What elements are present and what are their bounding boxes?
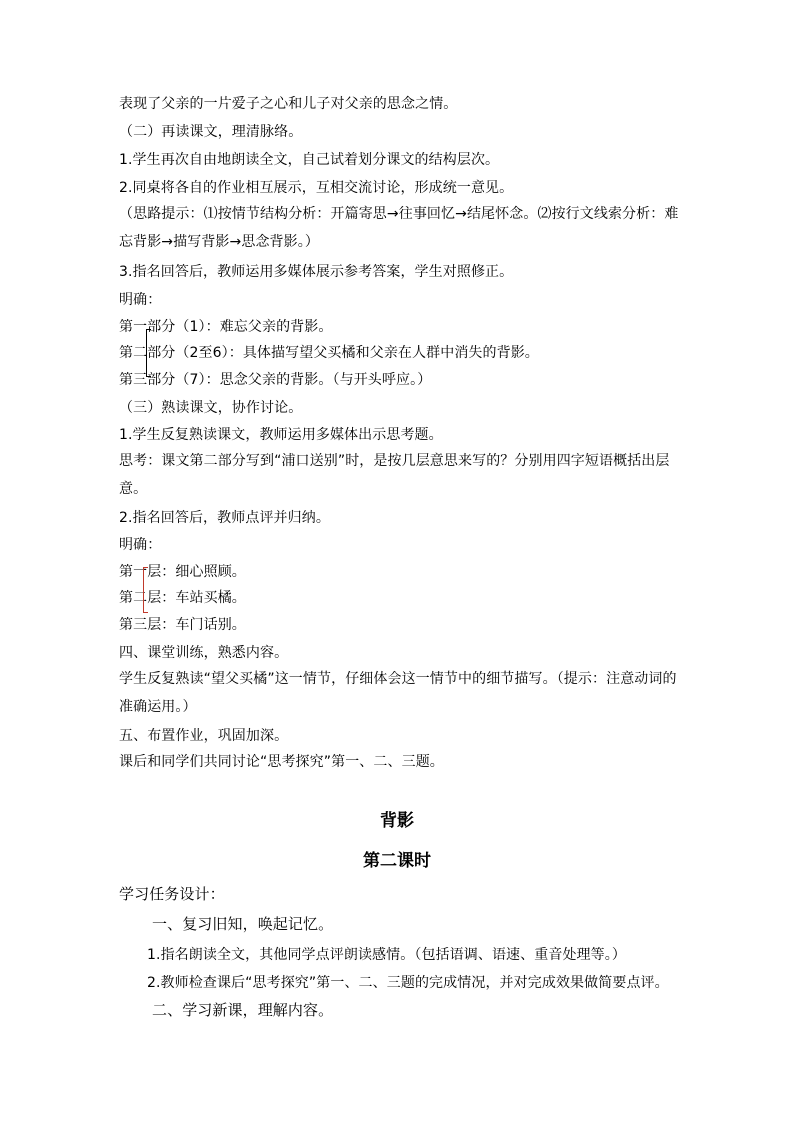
layer-line: 第二层：车站买橘。 — [119, 590, 246, 606]
layer-line: 第一层：细心照顾。 — [119, 564, 246, 580]
paragraph-line: 课后和同学们共同讨论“思考探究”第一、二、三题。 — [119, 754, 444, 770]
lesson-title: 背影 — [380, 811, 414, 831]
paragraph-line: 学生反复熟读“望父买橘”这一情节，仔细体会这一情节中的细节描写。（提示：注意动词的准确运用。） — [119, 671, 677, 715]
part-line: 第一部分（1）：难忘父亲的背影。 — [119, 319, 333, 335]
paragraph-line: 1.指名朗读全文，其他同学点评朗读感情。（包括语调、语速、重音处理等。） — [147, 947, 626, 963]
hint-paragraph: （思路提示：⑴按情节结构分析：开篇寄思→往事回忆→结尾怀念。⑵按行文线索分析：难忘背影→描写背影→思念背影。） — [119, 206, 679, 250]
paragraph-line: 3.指名回答后，教师运用多媒体展示参考答案，学生对照修正。 — [119, 264, 514, 280]
part-line: 第二部分（2至6）：具体描写望父买橘和父亲在人群中消失的背影。 — [119, 345, 539, 361]
paragraph-line: 表现了父亲的一片爱子之心和儿子对父亲的思念之情。 — [119, 96, 458, 112]
paragraph-line: 2.教师检查课后“思考探究”第一、二、三题的完成情况，并对完成效果做简要点评。 — [147, 975, 669, 991]
paragraph-line: 2.指名回答后，教师点评并归纳。 — [119, 510, 330, 526]
clarify-label: 明确： — [119, 537, 162, 553]
paragraph-line: 1.学生再次自由地朗读全文，自己试着划分课文的结构层次。 — [119, 152, 500, 168]
section-heading: 一、复习旧知，唤起记忆。 — [152, 915, 334, 933]
lesson-subtitle: 第二课时 — [363, 851, 431, 871]
section-heading: 五、布置作业，巩固加深。 — [119, 728, 289, 744]
paragraph-line: 1.学生反复熟读课文，教师运用多媒体出示思考题。 — [119, 427, 443, 443]
layer-bracket — [143, 567, 148, 613]
layer-line: 第三层：车门话别。 — [119, 617, 246, 633]
section-heading: （二）再读课文，理清脉络。 — [119, 124, 303, 140]
section-heading: 四、课堂训练，熟悉内容。 — [119, 645, 289, 661]
section-heading: （三）熟读课文，协作讨论。 — [119, 400, 303, 416]
section-heading: 二、学习新课，理解内容。 — [152, 1001, 334, 1019]
part-line: 第三部分（7）：思念父亲的背影。（与开头呼应。） — [119, 372, 432, 388]
task-design-label: 学习任务设计： — [119, 885, 225, 903]
part-bracket — [146, 329, 151, 377]
question-paragraph: 思考：课文第二部分写到“浦口送别”时，是按几层意思来写的？分别用四字短语概括出层意。 — [119, 453, 670, 497]
paragraph-line: 2.同桌将各自的作业相互展示，互相交流讨论，形成统一意见。 — [119, 180, 514, 196]
clarify-label: 明确： — [119, 292, 162, 308]
